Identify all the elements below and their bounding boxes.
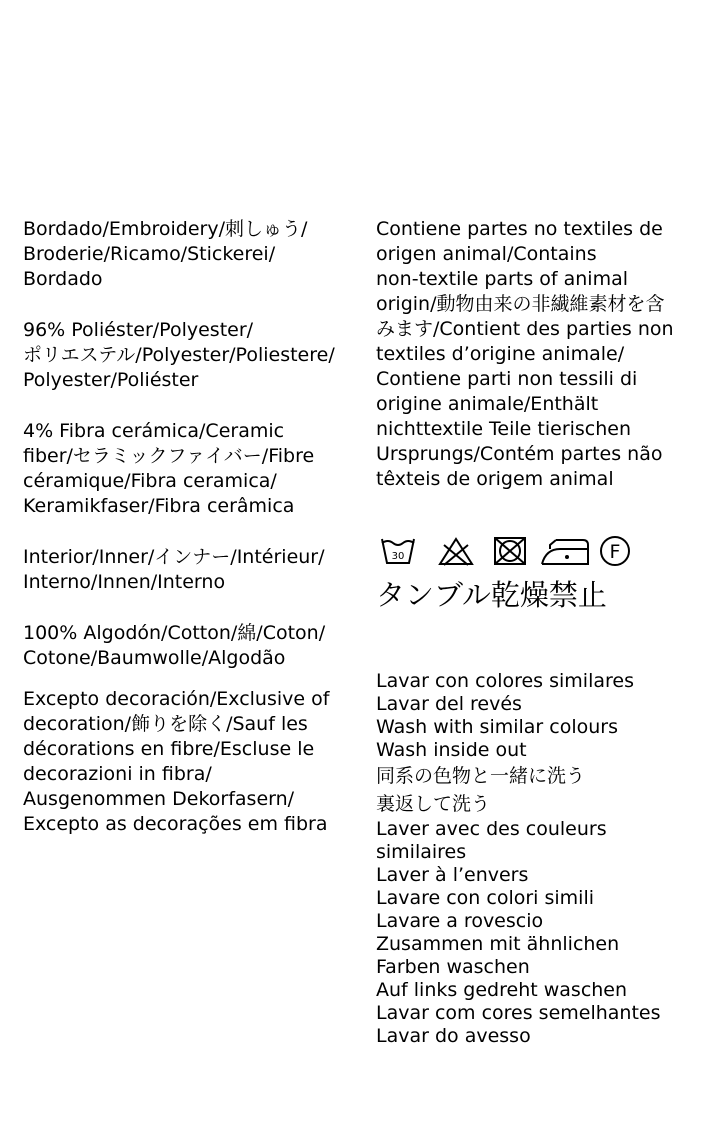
embroidery-label: Bordado/Embroidery/刺しゅう/ Broderie/Ricamo/Stickerei/ Bordado [23, 218, 308, 290]
wash-instruction-line: Farben waschen [376, 956, 530, 978]
no-bleach-icon [438, 535, 474, 567]
wash-instruction-line: Lavar com cores semelhantes [376, 1002, 661, 1024]
polyester-label: 96% Poliéster/Polyester/ ポリエステル/Polyester/Poliestere/ Polyester/Poliéster [23, 319, 335, 391]
no-tumble-dry-text: タンブル乾燥禁止 [376, 578, 607, 612]
wash-instruction-line: Wash inside out [376, 739, 527, 761]
wash-instruction-line: Wash with similar colours [376, 716, 619, 738]
dry-clean-letter: F [609, 541, 621, 563]
decoration-exclusion-label: Excepto decoración/Exclusive of decoration/飾りを除く/Sauf les décorations en fibre/Escluse le decorazioni in fibra/ Ausgenommen Dekorfasern/ Excepto as decorações em fibra [23, 688, 330, 835]
wash-instruction-line: Zusammen mit ähnlichen [376, 933, 620, 955]
wash-instruction-line: Laver avec des couleurs [376, 818, 607, 840]
wash-instructions [376, 670, 696, 1048]
composition-column [23, 217, 353, 837]
animal-parts-notice: Contiene partes no textiles de origen animal/Contains non-textile parts of animal origin/動物由来の非繊維素材を含 みます/Contient des parties non textiles d’origine animale/ Contiene parti non tessili di origine animale/Enthält nichttextile Teile tierischen Ursprungs/Contém partes não têxteis de origem animal [376, 218, 674, 490]
no-tumble-dry-icon [492, 535, 528, 567]
iron-low-icon [540, 535, 590, 567]
wash-instruction-line: 同系の色物と一緒に洗う [376, 765, 586, 787]
ceramic-fiber-label: 4% Fibra cerámica/Ceramic fiber/セラミックファイバー/Fibre céramique/Fibra ceramica/ Keramikfaser/Fibra cerâmica [23, 420, 315, 517]
wash-instruction-line: Lavare a rovescio [376, 910, 544, 932]
cotton-label: 100% Algodón/Cotton/綿/Coton/ Cotone/Baumwolle/Algodão [23, 622, 326, 669]
wash-instruction-line: Lavar con colores similares [376, 670, 634, 692]
dry-clean-f-icon [598, 535, 632, 567]
wash-instruction-line: Auf links gedreht waschen [376, 979, 628, 1001]
inner-label: Interior/Inner/インナー/Intérieur/ Interno/Innen/Interno [23, 546, 325, 593]
wash-instruction-line: Lavar do avesso [376, 1025, 531, 1047]
wash-instruction-line: Lavar del revés [376, 693, 522, 715]
wash-instruction-line: 裏返して洗う [376, 793, 491, 815]
wash-temperature: 30 [391, 551, 405, 562]
wash-instruction-line: Laver à l’envers [376, 864, 529, 886]
wash-instruction-line: similaires [376, 841, 467, 863]
care-symbols-row [380, 535, 640, 569]
wash-30-icon [380, 535, 416, 567]
wash-instruction-line: Lavare con colori simili [376, 887, 595, 909]
care-column [376, 217, 696, 492]
